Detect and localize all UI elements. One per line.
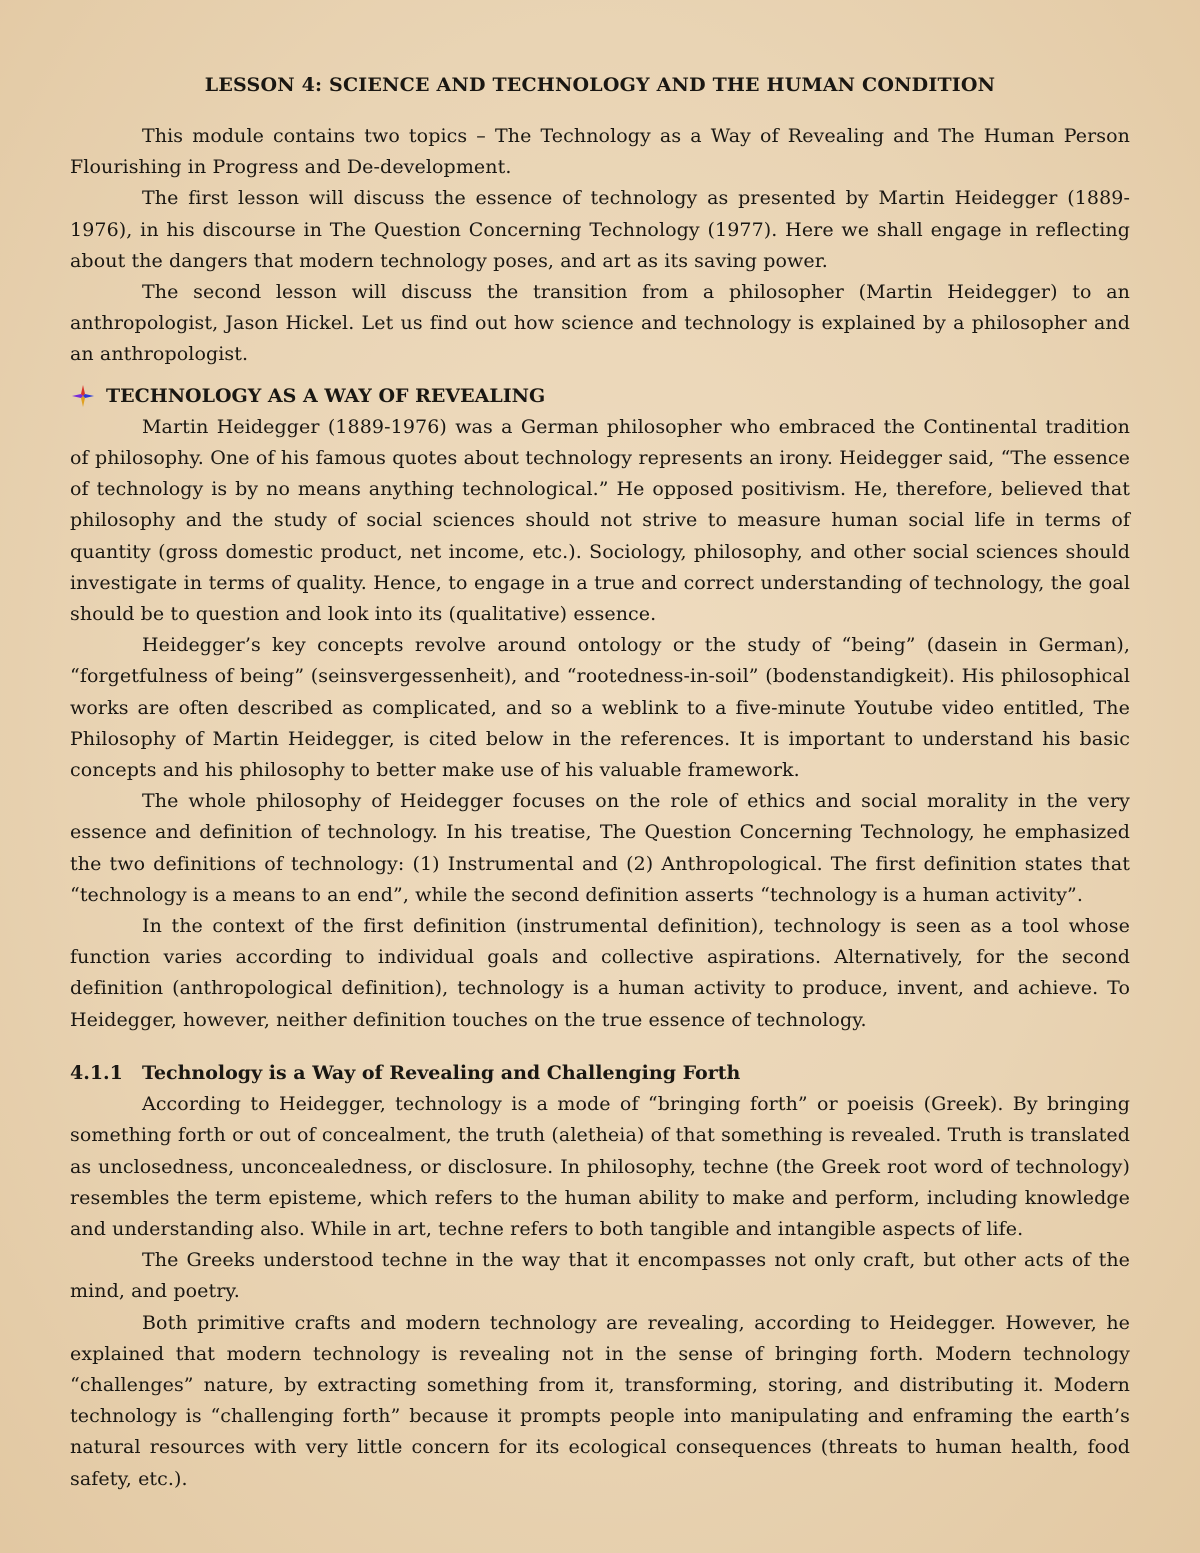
document-page xyxy=(70,70,1130,1495)
body-paragraph: According to Heidegger, technology is a mode of “bringing forth” or poeisis (Greek). By bringing something forth or out of concealment, the truth (aletheia) of that something is revealed. Truth is translated as unclosedness, unconcealedness, or disclosure. In philosophy, techne (the Greek root word of technology) resembles the term episteme, which refers to the human ability to make and perform, including knowledge and understanding also. While in art, techne refers to both tangible and intangible aspects of life. xyxy=(70,1093,1130,1240)
lesson-title: LESSON 4: SCIENCE AND TECHNOLOGY AND THE HUMAN CONDITION xyxy=(204,74,996,96)
body-paragraph: In the context of the first definition (instrumental definition), technology is seen as a tool whose function varies according to individual goals and collective aspirations. Alternatively, for the second definition (anthropological definition), technology is a human activity to produce, invent, and achieve. To Heidegger, however, neither definition touches on the true essence of technology. xyxy=(70,915,1130,1031)
section-body xyxy=(70,412,1130,1036)
intro-section xyxy=(70,121,1130,371)
body-paragraph: The Greeks understood techne in the way that it encompasses not only craft, but other acts of the mind, and poetry. xyxy=(70,1249,1130,1303)
body-paragraph: Both primitive crafts and modern technology are revealing, according to Heidegger. However, he explained that modern technology is revealing not in the sense of bringing forth. Modern technology “challenges” nature, by extracting something from it, transforming, storing, and distributing it. Modern technology is “challenging forth” because it prompts people into manipulating and enframing the earth’s natural resources with very little concern for its ecological consequences (threats to human health, food safety, etc.). xyxy=(70,1311,1130,1490)
section-heading xyxy=(70,381,1130,412)
four-point-star-icon xyxy=(70,383,96,409)
subsection-number: 4.1.1 xyxy=(70,1061,123,1084)
subsection-heading xyxy=(70,1058,1130,1089)
section-heading-text: TECHNOLOGY AS A WAY OF REVEALING xyxy=(106,384,546,407)
subsection-heading-text: Technology is a Way of Revealing and Challenging Forth xyxy=(142,1061,741,1084)
body-paragraph: Martin Heidegger (1889-1976) was a German philosopher who embraced the Continental tradition of philosophy. One of his famous quotes about technology represents an irony. Heidegger said, “The essence of technology is by no means anything technological.” He opposed positivism. He, therefore, believed that philosophy and the study of social sciences should not strive to measure human social life in terms of quantity (gross domestic product, net income, etc.). Sociology, philosophy, and other social sciences should investigate in terms of quality. Hence, to engage in a true and correct understanding of technology, the goal should be to question and look into its (qualitative) essence. xyxy=(70,415,1130,626)
body-paragraph: Heidegger’s key concepts revolve around ontology or the study of “being” (dasein in German), “forgetfulness of being” (seinsvergessenheit), and “rootedness-in-soil” (bodenstandigkeit). His philosophical works are often described as complicated, and so a weblink to a five-minute Youtube video entitled, The Philosophy of Martin Heidegger, is cited below in the references. It is important to understand his basic concepts and his philosophy to better make use of his valuable framework. xyxy=(70,634,1130,782)
intro-paragraph: The second lesson will discuss the transition from a philosopher (Martin Heidegger) to an anthropologist, Jason Hickel. Let us find out how science and technology is explained by a philosopher and an anthropologist. xyxy=(70,281,1130,366)
body-paragraph: The whole philosophy of Heidegger focuses on the role of ethics and social morality in the very essence and definition of technology. In his treatise, The Question Concerning Technology, he emphasized the two definitions of technology: (1) Instrumental and (2) Anthropological. The first definition states that “technology is a means to an end”, while the second definition asserts “technology is a human activity”. xyxy=(70,790,1130,906)
intro-paragraph: The first lesson will discuss the essence of technology as presented by Martin Heidegger (1889-1976), in his discourse in The Question Concerning Technology (1977). Here we shall engage in reflecting about the dangers that modern technology poses, and art as its saving power. xyxy=(70,187,1130,272)
intro-paragraph: This module contains two topics – The Technology as a Way of Revealing and The Human Person Flourishing in Progress and De-development. xyxy=(70,125,1130,179)
subsection-body xyxy=(70,1089,1130,1495)
